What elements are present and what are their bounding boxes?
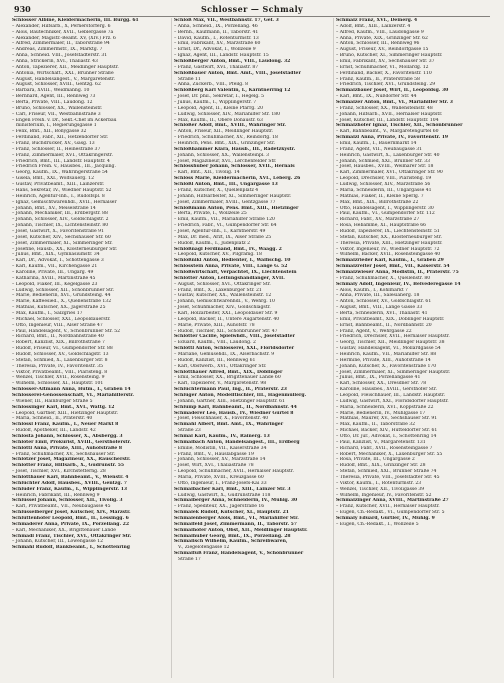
directory-entry: – Stefan, Schmied, X., Laxenburger Str. 8 [12, 357, 108, 363]
directory-entry: Schlosserei-Genossenschaft, VI., Mariahilferstr. [12, 393, 134, 398]
directory-entry: – Josef, Wirt, XVI., Thaliastraße 78 [174, 463, 254, 469]
directory-entry: Schmalzer Anton, Bmt., VI., Mariahilfer Str. 3 [336, 100, 453, 106]
directory-entry: Schlößl Anton, Bmt., III., Ungargasse 13 [174, 182, 278, 188]
directory-entry: ministerium, I., Regierungsgasse 1 [16, 123, 97, 129]
directory-entry: – Julius, Bmt., XIX., Gymnasiumstr. 34 [12, 252, 100, 258]
directory-entry: Schmal Karl, Kaufm., IV., Rainerg. 13 [174, 434, 270, 440]
directory-entry: – Karl, Bahnbeamt., V., Margaretengürtel 60 [336, 129, 439, 135]
directory-entry: – Josef, Agentur-Inh., I., Kärntnerstr. 49 [174, 228, 266, 234]
directory-entry: – Friedrich Freih. v., Hausbes., III., Jacquing. [12, 164, 116, 170]
directory-entry: – Karoline, Hausbes., XVIII., Gersthofer Str. [336, 387, 437, 393]
directory-entry: – Rudolf, Tischler, XII., Schönbrunner Str. 47 [174, 328, 278, 334]
directory-entry: – Otto, Ingenieur, VIII., Alser Straße 47 [12, 322, 103, 328]
directory-entry: Schmalzreiter Josef, Bmt., VII., Kaiserstr. 54 [336, 264, 450, 270]
column-divider [333, 18, 334, 678]
directory-entry: – Johann, Mechaniker, III., Erdbergstr. 88 [12, 211, 108, 217]
directory-entry: – Anna, Schneid., IX., Porzellang. 46 [174, 23, 258, 29]
directory-entry: – Franz, Zimmermaler, XVI., Ottakringerstr. [12, 152, 113, 158]
directory-entry: – August, Schlosser, XVIII., Gentzg. 62 [12, 82, 101, 88]
directory-column-1 [12, 18, 170, 678]
directory-entry: – Marie, Bedienerin, IV., Mühlgasse 17 [336, 410, 426, 416]
directory-entry: – Rudolf, Apotheker, III., Landstr. 42 [12, 428, 96, 434]
directory-entry: – Emil, Fabrikant, XV., Sechshauser Str. 37 [336, 59, 435, 65]
directory-entry: – Emil, Fabrikant, XV., Märzstraße 60 [174, 41, 261, 47]
directory-entry: – Paul, Handelsagent, V., Schönbrunner Str. 52 [12, 328, 121, 334]
directory-entry: – Ernst, Bahnbeamt., II., Nordbahnstr. 20 [336, 322, 432, 328]
directory-entry: – Eduard, Kaufm., VIII., Laudong. 2 [174, 340, 256, 346]
directory-entry: – Leopold, Gärtner, XIII., Hietzinger Hauptstr. [12, 410, 119, 416]
directory-entry: Schmaly Adolf, Ingenieur, IV., Belvederegasse 14 [336, 281, 461, 287]
directory-entry: Schmalisch Wilhelm, Kaufm., Schreibwaren, [174, 539, 288, 545]
directory-entry: – Ludwig, Schlosser, XIV., Märzstraße 56 [336, 182, 431, 188]
directory-entry: – Franz, Buchdrucker, XV., Gasg. 13 [12, 141, 95, 147]
directory-entry: – Paul, Kanzlist, V., Margaretenstr. 131 [336, 439, 426, 445]
directory-entry: – Karl, Bmt., IX., Nußdorfer Str. 44 [336, 94, 417, 100]
directory-entry: V., Ziegelofengasse 12 [178, 545, 230, 551]
directory-entry: – Gisela, Bmt., XXI., Wolfsauerg. 12 [12, 176, 94, 182]
directory-entry: – Wenzel, Tischler, XII., Tivoligasse 39 [336, 486, 425, 492]
directory-entry: – Bernh., Kaufmann, II., Taborstr. 41 [174, 29, 259, 35]
directory-entry: – Anton, Friseur, XII., Meidlinger Hauptstr. [174, 129, 274, 135]
directory-entry: – Emil, Kaufm., VII., Mariahilfer Straße 120 [174, 217, 275, 223]
directory-entry: – Karl, Mechaniker, XX., Brigittenauer Lände [12, 527, 116, 533]
page-header [14, 3, 490, 15]
directory-entry: – Johann, Schlosser, XIV., Goldschlagstr. 2 [12, 217, 109, 223]
directory-entry: – Alois, Kaufm., I., Kohlmarkt 7 [336, 287, 408, 293]
directory-entry: – Heinrich, Pens. Bmt., XIX., Grinzinger Str. [174, 141, 276, 147]
directory-entry: – Berta, Schneiderin, XVI., Thaliastr. 41 [336, 310, 428, 316]
directory-entry: – Anna, Private, III., Salesianerg. 18 [336, 293, 420, 299]
directory-entry: – Viktor, Kaufm., I., Rotenturmstr. 23 [336, 480, 422, 486]
directory-entry: – Richard, Bmt., II., Nordbahnstraße 40 [12, 334, 104, 340]
directory-entry: Schmalzbauer Josef, Wirt, II., Leopoldsg. 30 [336, 88, 449, 94]
directory-entry: Schmahl Albert, Bmt. Amt., IX., Währinger [174, 422, 284, 428]
directory-entry: – Franz, Schlosser, XX., Wallensteinstr. 48 [336, 105, 433, 111]
directory-entry: – Josef, Fleischhauer, X., Favoritenstr. 40 [174, 416, 269, 422]
directory-entry: – Franz, Kutscher, X., Quellenplatz 4 [174, 187, 259, 193]
directory-entry: – Franz, Schuhmacher, X., Quellenstr. 80 [336, 275, 431, 281]
directory-entry: Schluder Franz, Kaufm., I., Wipplingerstr. 13 [12, 486, 128, 492]
directory-entry: – Mariane, Gemüsehdl., IX., Alserbachstr. 9 [174, 351, 275, 357]
directory-entry: Schmaderer Anna, Private, IX., Porzellang. 22 [12, 521, 129, 527]
directory-entry: – Marie, Bedienerin, XVI., Grundsteing. 44 [12, 293, 111, 299]
directory-entry: – Karl, Zimmermaler, XVI., Ottakringer Str. 90 [336, 170, 443, 176]
directory-entry: – Josef, Kutscher, III., Landstr. Hauptstr. 104 [336, 117, 439, 123]
directory-entry: Schlöttl Anton, Schlosserei, XXI., Floridsdorfer [174, 346, 295, 352]
directory-entry: Schloßhammer Klara, Hausb., III., Radetzkystr. [174, 146, 296, 152]
directory-entry: – Wilhelm, Bäcker, XVII., Rosensteingasse 40 [336, 252, 441, 258]
directory-entry: – August, Friseur, XV., Reindorfgasse 15 [336, 47, 429, 53]
directory-entry: – Ludwig, Gastwirt, X., Gudrunstraße 118 [174, 492, 271, 498]
directory-entry: – Bruno, Kutscher, XI., Simmeringer Hauptstr. [336, 53, 443, 59]
directory-entry: Schlöttl Anna, Private, XIII., Auhofstraße 8 [12, 445, 123, 451]
directory-entry: Schlötter Cäcilie, Spielwhdl., VIII., Josefstädter [174, 334, 295, 340]
directory-entry: – Friedrich, Drechsler, XVII., Hernalser Hauptstr. [336, 334, 450, 340]
directory-entry: – Anna, Private, XIX., Grinzinger Str. 62 [336, 35, 428, 41]
directory-entry: – Leopold, Bäcker, II., Untere Augartenstr. 40 [174, 316, 280, 322]
directory-entry: – Anton, Schlosser, XV., Goldschlagstr. 61 [336, 299, 432, 305]
directory-entry: Schmalhuber Georg, Bmt., IX., Porzellang. 28 [174, 533, 291, 539]
directory-entry: – Otto, Handelsagent, I., Wipplingerstr. 30 [336, 205, 434, 211]
directory-entry: Schmalek Rudolf, Kutscher, XI., Hauptstr. 21 [174, 510, 289, 516]
directory-entry: – Hermine, Private, XIII., Auhofstraße 14 [336, 357, 431, 363]
directory-entry: – Ferdinand, Bäcker, X., Favoritenstr. 110 [336, 70, 432, 76]
directory-entry: Schlosta Johann, Schlosser, X., Absbergg. 3 [12, 434, 123, 440]
directory-entry: – David, Kaufm., I., Rotenturmstr. 13 [174, 35, 259, 41]
directory-entry: – Stefan, Kutscher, XX., Klosterneuburger Str. [336, 234, 442, 240]
directory-entry: Schlotter Anton, Leitungshandlanger, XVII. [174, 275, 285, 281]
directory-entry: – Leopold, Fiaker, III., Kegelgasse 23 [12, 281, 98, 287]
directory-entry: – Franz, Schlosser, II., Heinestraße 37 [12, 146, 101, 152]
directory-entry: – Heinrich, Kaufm., VII., Mariahilfer Str. 88 [336, 351, 437, 357]
directory-entry: – Antonia, Wirtschaft., XXI., Brünner Straße [12, 70, 114, 76]
directory-entry: – Rudolf, Kanzlist, III., Rennweg 61 [174, 357, 256, 363]
directory-entry: Schloßbauer Anton, Bmt. Amt., VIII., Josefstädter [174, 70, 301, 76]
directory-entry: – Robert, Mechaniker, X., Laxenburger Str. 55 [336, 451, 443, 457]
directory-entry: – Anna, Strickerin, XVI., Thaliastr. 43 [12, 59, 98, 65]
directory-entry: Schloßmann Anton, Pens. Bmt., XIII., Hietzinger [174, 205, 299, 211]
directory-entry: – Anna, Zuckerb., VIII., Pfeilg. 8 [174, 82, 249, 88]
directory-entry: – Leopold, Fleischhauer, III., Landstr. Hauptstr. [336, 393, 446, 398]
directory-entry: – Rudolf, Schlosser, XV., Goldschlagstr. 13 [12, 351, 109, 357]
directory-entry: – Johann, Schlosser, XX., Wallensteinpl. 3 [174, 152, 270, 158]
directory-entry: – Viktor, Ingenieur, IV., Wiedner Hauptstr. 72 [336, 246, 440, 252]
directory-entry: Schlosser Albine, Kleidermacherin, III. Burgg. 61 [12, 18, 139, 23]
directory-entry: Schmadl Franz, Tischler, XVI., Ottakringer Str. [12, 533, 132, 539]
directory-entry: – Josef, Gastwirt, X., Favoritenstraße 91 [12, 228, 104, 234]
directory-entry: – Katharina, XVIII., Martinstraße 45 [12, 275, 96, 281]
directory-entry: – Ignaz, Gemischtwarenhdl., XVII., Hernalser [12, 199, 117, 205]
directory-entry: – Johann, Hilfsarb., XVII., Hernalser Hauptstr. [336, 111, 443, 117]
directory-entry: Schmalz Franz, XVI., Deinerg. 4 [336, 18, 418, 23]
directory-entry: Schlüchter Adolf, Hausbes., XVIII., Gentzg. 7 [12, 480, 127, 486]
directory-entry: Schlotter Franz, Hilfsarb., X., Gudrunstr. 55 [12, 463, 125, 469]
directory-entry: – Josef, Zimmermaler, XI., Simmeringer Str. [12, 240, 113, 246]
directory-entry: – Robert, Kanzlist, XIX., Billrothstraße 7 [12, 340, 105, 346]
directory-entry: – Anton, Schlosser, III., Rennweg 96 [336, 41, 420, 47]
directory-entry: – Michael, Bäcker, XIV., Hütteldorfer Str. 61 [336, 428, 438, 434]
directory-entry: – Alexander, Hilfsarb., X, Pernerstorferg. 6 [12, 23, 111, 29]
directory-entry: Schlötzer Josef, Magazineur, XX., Rauscherstr. [12, 457, 131, 463]
directory-entry: – Barbara, XVIII., Weidmanng. 10 [12, 88, 90, 94]
directory-entry: – Johann, Tischler, IX., Lichtensteinstr. 80 [12, 223, 109, 229]
directory-entry: – Karl, Dr., Advokat, I., Schottengasse 3 [12, 258, 104, 264]
directory-entry: – Hans, Sekretär, IV., Wiedner Hauptstr. 52 [12, 187, 112, 193]
directory-entry: Straße 17 [178, 557, 201, 563]
directory-entry: – August, Bmt., VIII., Lange Gasse 33 [336, 305, 423, 311]
directory-entry: Schmalhofer Anton, Obst, XII., Meidlinger Hauptstr. [174, 527, 308, 533]
directory-entry: – Max, Kaufm., II., Obere Donaustr. 63 [174, 117, 263, 123]
directory-entry: – Alexander, Magistr.-Beamt. XV, (XIV.) Frz. 6 [12, 35, 116, 41]
directory-entry: Schlump Karl, Bahnbeamt., II., Nordbahnstr. 44 [174, 404, 297, 410]
directory-entry: – Johann, Gärtner, XIII., Hietzinger Hauptstr. 61 [174, 398, 285, 404]
directory-entry: – Emilie, Modistin, VII., Kaiserstraße 34 [174, 445, 267, 451]
column-divider [171, 18, 172, 678]
directory-entry: Schloßberger Anton, Bmt., VIII., Laudong. 32 [174, 59, 291, 65]
directory-entry: – Theresia, Private, IV., Favoritenstr. 35 [12, 363, 104, 369]
directory-entry: – Josef, Kutscher, XIV., Sechshauser Str. 60 [12, 234, 111, 240]
directory-entry: – Richard, Fabr., XV., Märzstraße 27 [336, 217, 420, 223]
directory-entry: – Ludwig, Schlosser, XII., Schönbrunner Str. [12, 287, 115, 293]
directory-entry: – Alois, Bautechniker, XVII., Geblergasse 7a [12, 29, 114, 35]
directory-entry: – Georg, Kaufm., IX., Währingerstraße 54 [12, 170, 108, 176]
directory-entry: Schmalbach Anton, Handelsangest., III., Erdberg [174, 439, 300, 445]
directory-entry: – Gustav, Privatbeamt., XIII., Lainzerstr. [12, 182, 105, 188]
directory-entry: – Emil, Kaufm., I., Bauernmarkt 14 [336, 141, 417, 147]
directory-entry: – Karl, Schlosser, XX., Dresdner Str. 78 [336, 381, 427, 387]
directory-entry: – Friedrich, Tischler, XVI., Grundsteing. 29 [336, 82, 436, 88]
directory-entry: – Heinrich, Gastwirt, X., Laxenburger Str. 40 [336, 152, 440, 158]
directory-entry: – Bruno, Schlosser, XX., Wallensteinstr. [12, 105, 103, 111]
directory-entry: Schluttenhofer Leopold, Bmt., II., Lessingg. 6 [12, 516, 129, 522]
directory-entry: – Franz, Agent, V., Wehrgasse 22 [336, 328, 412, 334]
directory-entry: – Karl, Kaufm., VII., Kirchengasse 21 [12, 264, 98, 270]
directory-entry: – Wenzel, Tischler, XVII., Rosensteing. 9 [12, 375, 105, 381]
directory-entry: – Johann, Schlosser, XV., Märzstraße 14 [174, 457, 266, 463]
directory-entry: – Richard, Fabr., XVII., Rosensteingasse 7 [336, 445, 433, 451]
directory-entry: – Josef, Magazineur, XVI., Lerchenfelder Str. [174, 158, 277, 164]
directory-entry: – Josef, Tischler, XVI., Kirchstetterng. 28 [12, 469, 106, 475]
directory-entry: – Ludwig, Gastwirt, XXI., Floridsdorfer Hauptstr. [336, 398, 449, 404]
directory-entry: – Josefine, Hausb., XX., Klosterneuburger Str. [12, 246, 118, 252]
directory-entry: – Johann, Bmt., XV., Meiselstraße 14 [12, 205, 96, 211]
directory-entry: Schmalzhofer Ignaz, Tischler, XII., Schönbrunner [336, 123, 463, 129]
directory-entry: – Ernst, Schuhmacher, VI., Mollardg. 12 [336, 64, 429, 70]
directory-entry: Schmalenberger Alois, Bmt., VI., Mariahilfer Str. [174, 516, 299, 522]
directory-entry: Schmaderer Leo, Hausb., IV., Wiedner Gürtel 8 [174, 410, 294, 416]
directory-entry: – Georg, Tischler, XII., Meidlinger Hauptstr. 38 [336, 340, 445, 346]
directory-entry: – Rudolf, Bmt., XIX., Grinzinger Str. 28 [336, 463, 426, 469]
directory-entry: – Rosa, Private, III., Ungargasse 2 [336, 457, 415, 463]
directory-entry: Schloßwirtschaft, Verpachtet, IX., Liechtenstein [174, 269, 297, 275]
directory-entry: Schmalzinger Anna, XVIII., Martinstraße 27 [336, 498, 449, 504]
directory-entry: – Maria, Schneid., II., Praterstr. 40 [12, 416, 93, 422]
directory-entry: – Mathias, Fiaker, II., Kleine Sperlg. 7 [336, 193, 424, 199]
directory-entry: – Wilhelm, Schlosser, XI., Hauptstr. 101 [12, 381, 104, 387]
directory-entry: – Rudolf, Tapezierer, IX., Liechtensteinstr. 51 [336, 228, 440, 234]
directory-entry: – Julius, Kaufm., I., Wipplingerstr. 7 [174, 100, 257, 106]
directory-entry: – Maria, Schneiderin, III., Ungargasse 41 [336, 187, 432, 193]
directory-entry: – Viktor, Privatbeamt., VIII., Piaristeng. 8 [12, 369, 108, 375]
directory-entry: – Friedrich, Fabr., VI., Gumpendorfer Str. 64 [174, 223, 277, 229]
directory-entry: – Heinrich, Agentur-Inh., I., Rudolfspl. 8 [12, 193, 105, 199]
directory-entry: – Franz, Kaufm., II., Praterstraße 58 [336, 76, 420, 82]
directory-entry: Schmalzrieder Karl, Kaufm., I., Graben 29 [336, 258, 444, 264]
directory-entry: – Rosa, Hebamme, XI., Hauptstraße 66 [336, 223, 427, 229]
directory-entry: – Karoline, Private, III., Ungarg. 49 [12, 269, 94, 275]
directory-entry: – Emil, Privatbeamt., XIX., Döblinger Hauptstr. [336, 316, 445, 322]
directory-entry: Schlößberg Karl Valentin, I., Kärntnerring 12 [174, 88, 291, 94]
directory-entry: – Johann, Kutscher, X., Favoritenstraße 170 [336, 363, 437, 369]
directory-entry: Schlosshuber Johann, Schlosser, XVII., Hernals [174, 164, 295, 170]
directory-entry: – Karl, Privatbeamt., VII., Neubaugasse 45 [12, 504, 111, 510]
directory-entry: – Berta, Private, I., Wollzeile 25 [174, 211, 247, 217]
directory-entry: Schloßnikl Anton, Bedienter, I., Walfischg. 10 [174, 258, 291, 264]
directory-entry: – Josef, Hausbes., XVIII., Weimarer Str. 18 [336, 164, 434, 170]
directory-entry: – Friedrich, Schuhmacher, XV., Reindorfg. 18 [174, 135, 278, 141]
directory-entry: – Maria, Private, XVIII., Kreuzgasse 60 [174, 475, 264, 481]
directory-entry: – Franz, Bmt., X., Laxenburger Str. 21 [174, 287, 262, 293]
directory-entry: – August, Schlosser, XVI., Ottakringer Str. [174, 281, 271, 287]
directory-entry: – Johann, Kutscher, III., Löwengasse 12 [12, 539, 103, 545]
directory-entry: – August, Handelsangest., V., Margaretenstr. [12, 76, 116, 82]
directory-entry: – Marie, Private, XIII., Auhofstr. 78 [174, 322, 255, 328]
directory-entry: – Ernst, Dr., Advokat, I., Wollzeile 9 [174, 47, 256, 53]
directory-entry: – Theresia, Private, VIII., Josefstädter Str. 45 [336, 475, 440, 481]
directory-entry: – Marie, Kaffeesied., X., Quellenstraße 132 [12, 299, 112, 305]
directory-entry: – Max, Dr. med., Arzt, IX., Alser Straße 25 [174, 234, 272, 240]
page-title: Schlosser — Schmaly [200, 4, 304, 14]
directory-entry: – Franz, Agent, VII., Neubaugasse 31 [336, 146, 423, 152]
directory-entry: – Felix, Bmt., XII., Bonygasse 32 [12, 129, 87, 135]
directory-entry: Schmalzl Anna, Private, IV., Favoritenstr. 19 [336, 135, 449, 141]
directory-entry: Schlosstein Anna, Private, VIII., Lange G. 52 [174, 264, 288, 270]
directory-entry: – Theresia, Private, XIII., Hietzinger Hauptstr. [336, 240, 443, 246]
directory-entry: – Leopold, Drechsler, VIII., Piaristeng. 19 [336, 176, 432, 182]
directory-column-3 [336, 18, 494, 678]
directory-entry: – Josef, Schuhmacher, XIV., Goldschlagstr. [174, 305, 271, 311]
directory-entry: – Franz, Gastwirt, XVI., Thaliastr. 87 [174, 64, 259, 70]
directory-entry: – Ferdinand, Fabr., XII., Hetzendorfer Str. [12, 135, 109, 141]
directory-entry: Schlößnagl Ferdinand, Bmt., IV., Waagg. 2 [174, 246, 282, 252]
directory-entry: – Karl, Bmt., XII., Tivolig. 14 [174, 170, 240, 176]
directory-entry: – Johann, Schmied, XXI., Brünner Str. 33 [336, 158, 431, 164]
directory-entry: – Ignaz, Agent, III., Landstr. Hauptstr. 15 [174, 53, 269, 59]
directory-entry: Schmaly Eduard, Gürtler, IV., Mühlg. 9 [336, 516, 435, 522]
header-rule [14, 16, 490, 17]
directory-entry: – Franz, Spediteur, XX., Jägerstraße 16 [174, 504, 265, 510]
directory-entry: Schlössl Franz, Kaufm., I., Neuer Markt 8 [12, 422, 119, 428]
directory-entry: Schlöter Emil, Prokurist, XVIII., Gersthoferstr. [12, 439, 132, 445]
directory-entry: – Alfred, Zimmermaler, II., Taborstraße 94 [12, 41, 110, 47]
directory-entry: – Maria, Schneiderin, XVI., Koppstraße 22 [336, 404, 434, 410]
directory-entry: – Eugen, Ch.-Redakt., I., Wollzeile 5 [336, 521, 419, 527]
directory-entry: Schlüssel Johann, Schlosser, XII., Tivolig. 3 [12, 498, 123, 504]
directory-entry: Schmalzwieser Anna, Modistin, II., Praterstr. 75 [336, 269, 459, 275]
directory-entry: – Johann, Gemischtwarenhdl., V., Wehrg. 10 [174, 299, 275, 305]
page-number: 930 [14, 4, 31, 14]
directory-entry: – Berta, Private, VIII., Laudong. 12 [12, 100, 93, 106]
directory-entry: – Gustav, Kutscher, XX., Wallensteinstr. 12 [174, 293, 272, 299]
directory-entry: Straße 23 [178, 428, 201, 434]
directory-entry: Schlossinger Karl, Bmt., XVI., Wattg. 12 [12, 404, 115, 410]
directory-entry: Schlüsselberger Josef, Kutscher, XIV., Märzstr. [12, 510, 131, 516]
directory-entry: – Max, Bmt., XIX., Billrothstraße 22 [336, 199, 419, 205]
directory-entry: – Karl, Holzarbeiter, XXI., Leopoldauer Str. 9 [174, 310, 278, 316]
directory-entry: – Franz, Schuhmacher, XV., Sechshauser Str. [12, 451, 116, 457]
directory-entry: – Anna, Schneid. VIII., Josefstädterstr. 31 [12, 53, 108, 59]
directory-entry: Schmahl Rudolf, Bankbeamt., I., Schottenring [12, 545, 130, 551]
directory-entry: Schlotthauer Karl, Bahnbeamt., V., Wienstr. 4 [12, 475, 129, 481]
directory-entry: – Karl, Obstwerb., XVI., Ottakringer Str. [174, 363, 267, 369]
directory-entry: Schlüger Anton, Modelltischler, III., Hagenmüllerg. [174, 393, 307, 398]
directory-entry: Schmalfeld Josef, Zimmermann, II., Taborstr. 57 [174, 521, 297, 527]
directory-entry: – Eugen, Ch.-Redakt., VI., Gumpendorfer Str. 5 [336, 510, 445, 516]
directory-entry: – Wilhelm, Ingenieur, IV., Favoritenstr. 52 [336, 492, 432, 498]
directory-entry: – Gustav, Handelsagent, VI., Mollardgasse 54 [336, 346, 441, 352]
directory-entry: Schlößer Adolf, Bmt., XVIII., Währinger Str. [174, 123, 287, 129]
directory-entry: – Stefan, Schmied, XXI., Brünner Straße 74 [336, 469, 437, 475]
directory-entry: – Michael, Schlosser, XXI., Leopoldauerstr. [12, 316, 111, 322]
directory-entry: – Friedrich, Bmt., III., Landstr. Hauptstr. 4 [12, 158, 110, 164]
directory-entry: – Carl, Friseur, VII., Westbahnstraße 3 [12, 111, 101, 117]
directory-entry: Schlüchtermann Paul, Ing., II., Praterstr. 23 [174, 387, 287, 393]
directory-entry: Schmalbacher Karl, Bmt., XIII., Lainzer Str. 3 [174, 486, 291, 492]
directory-entry: – Mathias, Kutscher, XX., Jägerstraße 25 [12, 305, 106, 311]
directory-entry: – Julius, Bmt., IX., Porzellangasse 41 [336, 375, 421, 381]
directory-entry: – Bernhard, Agent, III., Rennweg 73 [12, 94, 96, 100]
directory-entry: – Josef, Zimmermaler, XVIII., Gentzgasse 77 [174, 199, 276, 205]
directory-entry: – Wiener, III., Hainburger Straße 5 [12, 398, 93, 404]
directory-entry: – Rudolf, Friseur, VI., Gumpendorfer Str. 88 [12, 346, 113, 352]
directory-entry: – Josef, Zimmermaler, XI., Simmeringer Hauptstr. [336, 369, 451, 375]
directory-entry: Schmalberger Anna, Schneiderin, IV., Mühlg. 30 [174, 498, 298, 504]
directory-entry: – Josef, Dr. phil., Sekretär, I., Hegelg. 5 [174, 94, 265, 100]
directory-entry: – Paul, Kaufm., VI., Gumpendorfer Str. 112 [336, 211, 435, 217]
directory-entry: – Adolf, Bmt., XIII., Lainzerstr. 4 [336, 23, 411, 29]
directory-entry: – Leopold, Agent, II., Kleine Pfarrg. 20 [174, 105, 263, 111]
directory-column-2 [174, 18, 332, 678]
directory-entry: – Andreas, Zimmermstr., IX., Marktg. 7 [12, 47, 103, 53]
directory-entry: Schlotthauer Alfred, Bmt., XIX., Döblinger [174, 369, 283, 375]
directory-entry: – Rudolf, Kaufm., I., Judenplatz 2 [174, 240, 251, 246]
directory-entry: – Alfred, Kaufm., VIII., Laudongasse 9 [336, 29, 424, 35]
directory-entry: – Emil, Schlosser, XX., Brigittenauer Lände 60 [174, 375, 281, 381]
directory-entry: – Mathias, Maurer, XV., Sechshauser Str. 91 [336, 416, 438, 422]
directory-entry: Schlosser-Altmann Anna, Hutm., I., Graben 14 [12, 387, 131, 393]
directory-entry: – Franz, Bmt., V., Hauslabgasse 19 [174, 451, 254, 457]
directory-entry: Straße 11 [178, 76, 201, 82]
directory-entry: – Johann, Hilfsarbeiter, XI., Simmeringer Hauptstr. [174, 193, 292, 199]
directory-entry: – Max, Kaufm., II., Taborstraße 32 [336, 422, 416, 428]
directory-entry: – Ludwig, Schlosser, XIV., Mariahilfer Str. 180 [174, 111, 281, 117]
directory-entry: Schmalfuß Franz, Handelsagent, V., Schönbrunner [174, 551, 304, 557]
directory-entry: – Anton, Tapezierer, XII., Meidlinger Hauptstr. [12, 64, 119, 70]
directory-entry: – Franz, Kutscher, XVII., Hernalser Hauptstr. [336, 504, 440, 510]
directory-entry: – Otto, Ingenieur, I., Franz-Josefs-Kai 33 [174, 480, 267, 486]
directory-entry: – Heinrich, Fabrikant, III., Rennweg 9 [12, 492, 100, 498]
directory-entry: – Max, Kaufm., I., Salzgries 17 [12, 310, 83, 316]
directory-entry: Schlöss Marie, Kleidermacherin, XVI., Leberg. 26 [174, 176, 301, 182]
directory-entry: – Otto, Dr. jur., Advokat, I., Schottenring 14 [336, 434, 437, 440]
directory-entry: – Leopold, Kutscher, XV., Pilgramg. 18 [174, 252, 262, 258]
directory-entry: Schloß Max, VII., Westbahnstr. 17, Gef. 3 [174, 18, 279, 23]
directory-entry: – Engen Freih. v. Dr., Sekt.-Chef im Ackerbau [12, 117, 117, 123]
directory-entry: – Leopold, Schuhmacher, XVII., Hernalser Hauptstr. [174, 469, 294, 475]
directory-entry: – Karl, Tapezierer, V., Margaretenstr. 98 [174, 381, 267, 387]
